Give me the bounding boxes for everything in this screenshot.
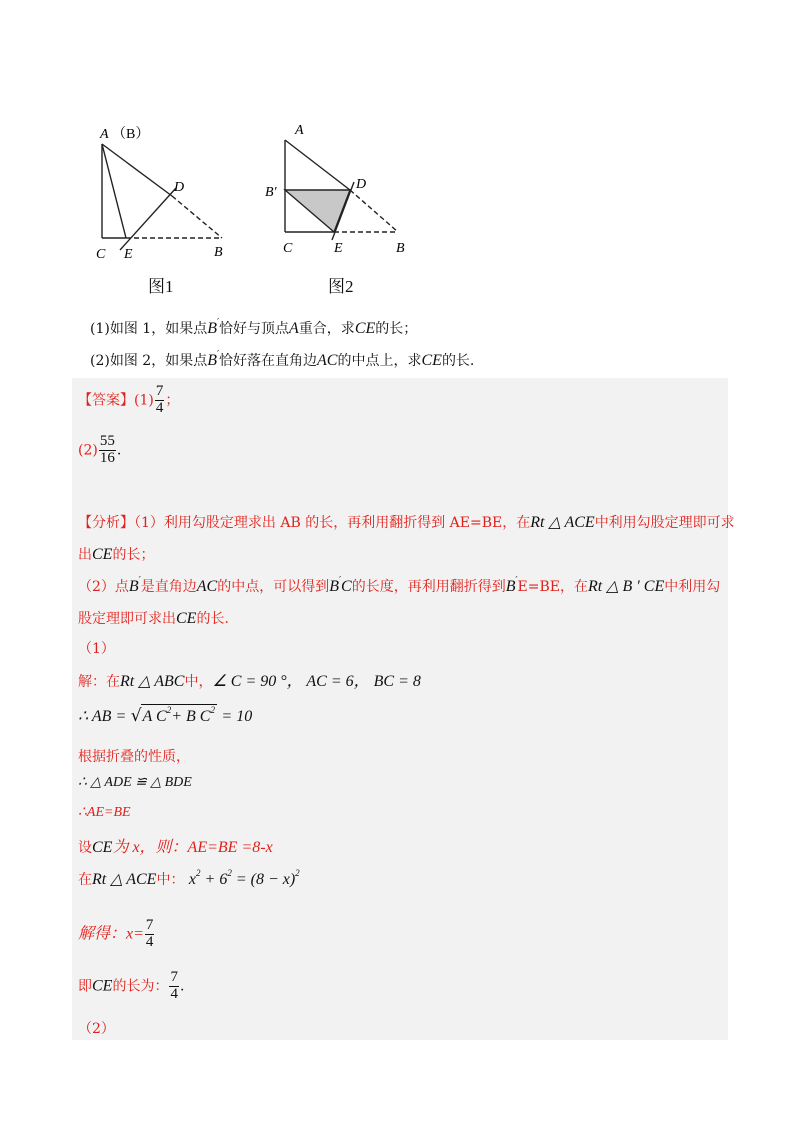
- solution-line-congruent: ∴ △ ADE ≌ △ BDE: [78, 775, 192, 790]
- fig1-label-b: B: [214, 245, 223, 260]
- fig1-label-a: A: [100, 127, 109, 142]
- solution-line-fold: 根据折叠的性质，: [78, 749, 190, 765]
- fig1-hyp-db-dashed: [172, 196, 222, 238]
- answer-line-2: (2) $\frac{55}{16}$ .: [78, 433, 122, 466]
- solution-part-1-heading: （1）: [78, 641, 115, 657]
- solution-line-solve: 解得：x= $\frac{7}{4}$: [78, 917, 154, 950]
- fig1-fold-ae: [102, 144, 126, 238]
- figure-2-drawing: [285, 140, 398, 240]
- analysis-line-4: 股定理即可求出CE的长.: [78, 610, 229, 627]
- fig1-fold-ed: [120, 188, 176, 250]
- solution-line-given: 解：在Rt △ ABC中，∠ C = 90 °， AC = 6， BC = 8: [78, 673, 421, 690]
- fig2-hyp-db-dashed: [350, 190, 398, 232]
- question-2: (2)如图 2，如果点B′恰好落在直角边AC的中点上，求CE的长.: [90, 350, 475, 369]
- analysis-line-3: （2）点B′是直角边AC的中点，可以得到B′C的长度，再利用翻折得到B′E=BE，在Rt △ B ′ CE中利用勾: [78, 576, 721, 595]
- fig2-label-bp: B′: [265, 185, 277, 200]
- solution-line-let: 设CE为 x，则：AE=BE =8-x: [78, 839, 273, 856]
- solution-line-result: 即CE的长为： $\frac{7}{4}$ .: [78, 969, 185, 1002]
- analysis-line-2: 出CE的长；: [78, 546, 155, 563]
- fig2-label-c: C: [283, 241, 293, 256]
- geometry-figures: [90, 118, 430, 300]
- fig1-label-b-paren: （B）: [112, 127, 150, 142]
- fig2-hyp-ad: [285, 140, 350, 190]
- answer-line-1: 【答案】(1) $\frac{7}{4}$ ；: [78, 383, 180, 416]
- fig1-caption: 图1: [148, 277, 174, 296]
- fig1-label-e: E: [124, 247, 133, 262]
- fig2-label-e: E: [334, 241, 343, 256]
- solution-line-pythag: 在Rt △ ACE中： $x^2 + 6^2 = (8 - x)^2$: [78, 868, 300, 888]
- answer-panel: [72, 378, 735, 1040]
- figure-1-drawing: [102, 144, 222, 250]
- fig2-caption: 图2: [328, 277, 354, 296]
- fig1-label-c: C: [96, 247, 106, 262]
- fig2-label-b: B: [396, 241, 405, 256]
- fig2-label-a: A: [295, 123, 304, 138]
- solution-part-2-heading: （2）: [78, 1021, 115, 1037]
- figures-area: [90, 118, 430, 300]
- fig2-shaded-triangle: [285, 190, 350, 232]
- fig2-label-d: D: [356, 177, 367, 192]
- solution-line-ae-be: ∴AE=BE: [78, 805, 131, 820]
- analysis-line-1: 【分析】（1）利用勾股定理求出 AB 的长，再利用翻折得到 AE=BE，在Rt △ ACE中利用勾股定理即可求: [78, 514, 735, 531]
- fig1-label-d: D: [174, 180, 185, 195]
- fig1-hyp-ad: [102, 144, 172, 196]
- solution-line-ab: ∴ AB = √A $C^2+ B$ $C^2 = 10$: [78, 705, 253, 726]
- question-1: (1)如图 1，如果点B′恰好与顶点A重合，求CE的长；: [90, 318, 418, 337]
